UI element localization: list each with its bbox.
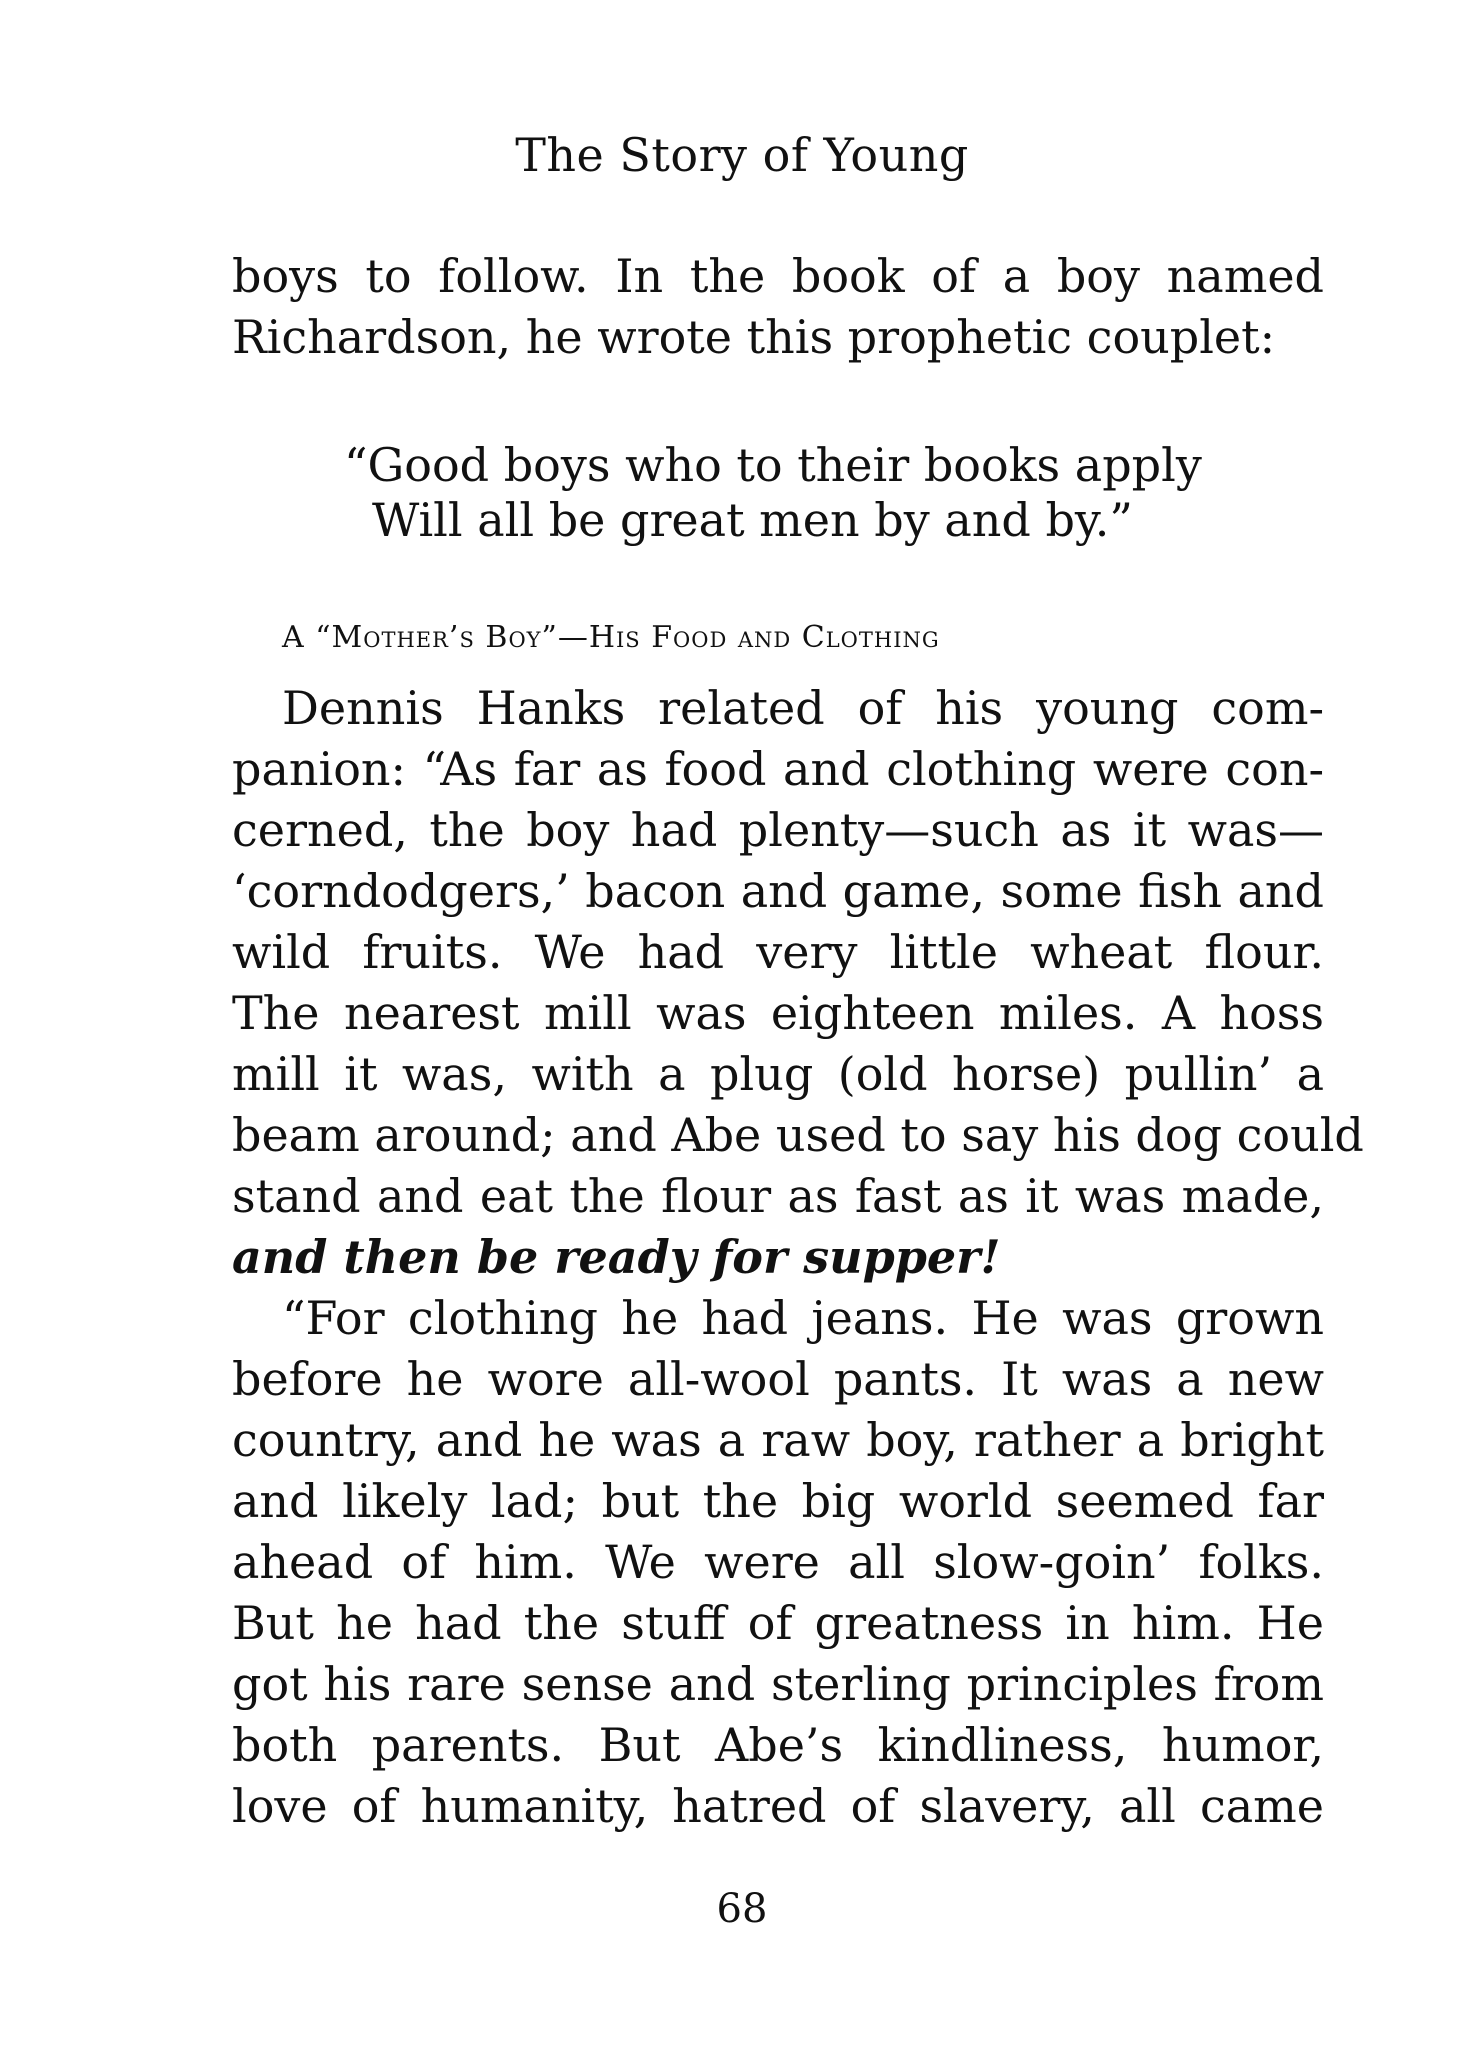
paragraph-line: ahead of him. We were all slow-goin’ folks. (232, 1535, 1324, 1589)
paragraph-line: love of humanity, hatred of slavery, all came (232, 1779, 1324, 1833)
paragraph-line: beam around; and Abe used to say his dog could (232, 1108, 1364, 1162)
paragraph-line: Dennis Hanks related of his young com- (282, 681, 1324, 735)
paragraph-line: wild fruits. We had very little wheat flour. (232, 925, 1324, 979)
paragraph-line: The nearest mill was eighteen miles. A hoss (232, 986, 1324, 1040)
couplet-line: Will all be great men by and by.” (372, 493, 1133, 547)
paragraph-line: boys to follow. In the book of a boy named (232, 249, 1324, 303)
paragraph-line: both parents. But Abe’s kindliness, humor, (232, 1718, 1324, 1772)
paragraph-2 (232, 678, 1364, 1837)
paragraph-line: mill it was, with a plug (old horse) pullin’ a (232, 1047, 1324, 1101)
paragraph-line: panion: “As far as food and clothing were con- (232, 742, 1324, 796)
page-number: 68 (716, 1886, 768, 1932)
emphasized-line: and then be ready for supper! (232, 1230, 1001, 1284)
section-heading: A “Mother’s Boy”—His Food and Clothing (282, 620, 940, 655)
paragraph-line: cerned, the boy had plenty—such as it was— (232, 803, 1324, 857)
paragraph-line: But he had the stuff of greatness in him. He (232, 1596, 1324, 1650)
paragraph-line: “For clothing he had jeans. He was grown (282, 1291, 1324, 1345)
paragraph-line: got his rare sense and sterling principles from (232, 1657, 1324, 1711)
paragraph-line: country, and he was a raw boy, rather a bright (232, 1413, 1324, 1467)
running-head: The Story of Young (515, 128, 969, 182)
paragraph-line: stand and eat the flour as fast as it was made, (232, 1169, 1324, 1223)
couplet (344, 438, 1202, 548)
paragraph-line: and likely lad; but the big world seemed far (232, 1474, 1324, 1528)
couplet-line: “Good boys who to their books apply (344, 438, 1202, 492)
paragraph-1 (232, 246, 1324, 368)
paragraph-line: ‘corndodgers,’ bacon and game, some fish and (232, 864, 1324, 918)
paragraph-line: before he wore all-wool pants. It was a new (232, 1352, 1324, 1406)
paragraph-line: Richardson, he wrote this prophetic couplet: (232, 310, 1276, 364)
